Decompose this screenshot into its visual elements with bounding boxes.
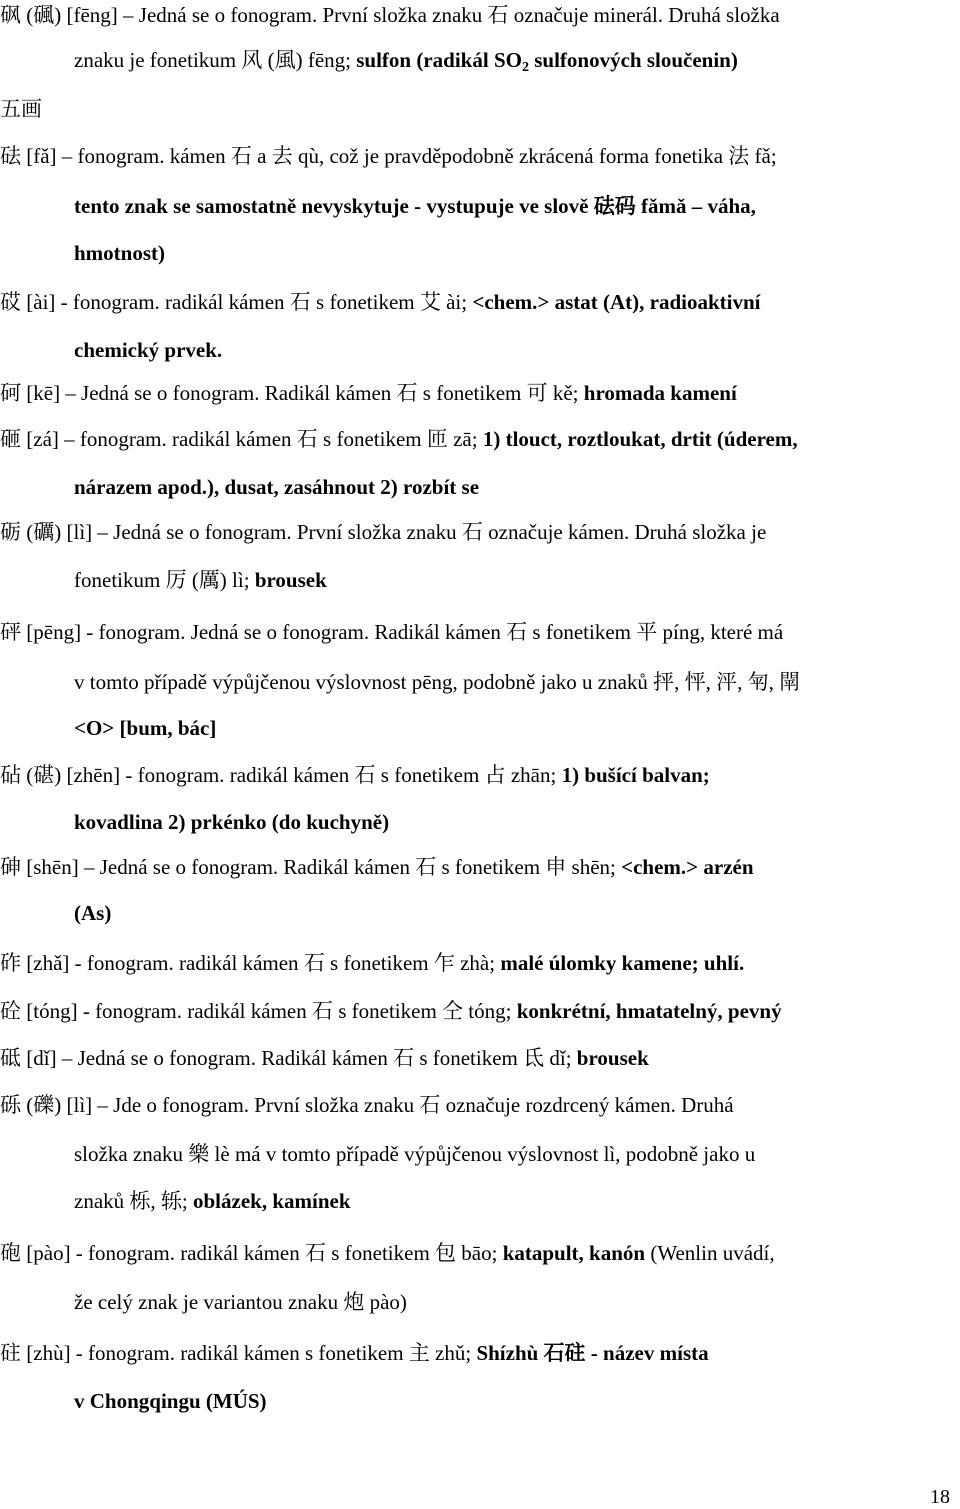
entry-line	[0, 289, 761, 315]
entry-line	[74, 669, 800, 695]
entry-line	[0, 1240, 775, 1266]
bold-text: nárazem apod.), dusat, zasáhnout 2) rozbít se	[74, 475, 480, 499]
bold-text: tento znak se samostatně nevyskytuje - vystupuje ve slově 砝码 fǎmǎ – váha,	[74, 194, 756, 218]
text-run: 砷 [shēn] – Jedná se o fonogram. Radikál kámen 石 s fonetikem 申 shēn;	[0, 855, 622, 879]
entry-line	[0, 619, 783, 645]
bold-text: 1) bušící balvan;	[561, 763, 710, 787]
bold-text: hromada kamení	[583, 381, 737, 405]
entry-line	[74, 47, 738, 81]
text-run: 砢 [kē] – Jedná se o fonogram. Radikál kámen 石 s fonetikem 可 kě;	[0, 381, 584, 405]
entry-line	[0, 762, 710, 788]
text-run: 砲 [pào] - fonogram. radikál kámen 石 s fonetikem 包 bāo;	[0, 1241, 503, 1265]
entry-line	[0, 2, 780, 28]
bold-text: sulfon (radikál SO	[356, 48, 522, 72]
text-run: 砫 [zhù] - fonogram. radikál kámen s fonetikem 主 zhǔ;	[0, 1341, 477, 1365]
bold-text: v Chongqingu (MÚS)	[74, 1389, 267, 1413]
text-run: 砜 (碸) [fēng] – Jedná se o fonogram. První složka znaku 石 označuje minerál. Druhá složka	[0, 3, 780, 27]
entry-line	[74, 567, 327, 593]
bold-text: brousek	[576, 1046, 649, 1070]
entry-line	[74, 193, 756, 219]
text-run: v tomto případě výpůjčenou výslovnost pēng, podobně jako u znaků 抨, 怦, 泙, 匉, 閛	[74, 670, 801, 694]
text-run: 砰 [pēng] - fonogram. Jedná se o fonogram. Radikál kámen 石 s fonetikem 平 píng, které má	[0, 620, 784, 644]
bold-text: kovadlina 2) prkénko (do kuchyně)	[74, 810, 390, 834]
entry-line	[74, 1289, 407, 1315]
text-run: 砸 [zá] – fonogram. radikál kámen 石 s fonetikem 匝 zā;	[0, 427, 483, 451]
entry-line	[0, 380, 737, 406]
entry-line	[0, 998, 782, 1024]
entry-line	[0, 854, 754, 880]
bold-text: oblázek, kamínek	[192, 1189, 351, 1213]
bold-text: 1) tlouct, roztloukat, drtit (úderem,	[482, 427, 798, 451]
text-run: že celý znak je variantou znaku 炮 pào)	[74, 1290, 407, 1314]
bold-text: malé úlomky kamene; uhlí.	[500, 951, 745, 975]
bold-text: hmotnost)	[74, 241, 166, 265]
bold-text: sulfonových sloučenin)	[528, 48, 738, 72]
entry-line	[74, 900, 111, 926]
text-run: 砧 (碪) [zhēn] - fonogram. radikál kámen 石 s fonetikem 占 zhān;	[0, 763, 562, 787]
text-run: znaku je fonetikum 风 (風) fēng;	[74, 48, 357, 72]
entry-line	[74, 1388, 267, 1414]
bold-text: 2	[521, 60, 529, 75]
bold-text: chemický prvek.	[74, 338, 223, 362]
text-run: 砺 (礪) [lì] – Jedná se o fonogram. První složka znaku 石 označuje kámen. Druhá složka je	[0, 520, 767, 544]
bold-text: brousek	[254, 568, 327, 592]
text-run: 砾 (礫) [lì] – Jde o fonogram. První složka znaku 石 označuje rozdrcený kámen. Druhá	[0, 1093, 734, 1117]
entry-line	[0, 426, 798, 452]
entry-line	[74, 715, 216, 741]
bold-text: katapult, kanón	[502, 1241, 646, 1265]
entry-line	[74, 474, 479, 500]
bold-text: (As)	[74, 901, 112, 925]
bold-text: <chem.> arzén	[621, 855, 754, 879]
bold-text: <chem.> astat (At), radioaktivní	[472, 290, 761, 314]
entry-line	[74, 1141, 755, 1167]
entry-line	[0, 1045, 649, 1071]
text-run: fonetikum 厉 (厲) lì;	[74, 568, 255, 592]
entry-line	[0, 1092, 734, 1118]
entry-line	[74, 240, 165, 266]
entry-line	[0, 143, 777, 169]
bold-text: konkrétní, hmatatelný, pevný	[516, 999, 782, 1023]
entry-line	[0, 1340, 709, 1366]
text-run: 砹 [ài] - fonogram. radikál kámen 石 s fonetikem 艾 ài;	[0, 290, 473, 314]
entry-line	[0, 950, 744, 976]
text-run: (Wenlin uvádí,	[645, 1241, 775, 1265]
text-run: 砼 [tóng] - fonogram. radikál kámen 石 s fonetikem 仝 tóng;	[0, 999, 517, 1023]
text-run: 五画	[0, 97, 42, 121]
entry-line	[74, 809, 389, 835]
bold-text: <O> [bum, bác]	[74, 716, 217, 740]
text-run: složka znaku 樂 lè má v tomto případě výpůjčenou výslovnost lì, podobně jako u	[74, 1142, 756, 1166]
entry-line	[74, 337, 222, 363]
text-run: 砟 [zhǎ] - fonogram. radikál kámen 石 s fonetikem 乍 zhà;	[0, 951, 501, 975]
bold-text: Shízhù 石砫 - název místa	[476, 1341, 709, 1365]
page-number: 18	[930, 1486, 950, 1508]
entry-line	[74, 1188, 351, 1214]
text-run: 砝 [fǎ] – fonogram. kámen 石 a 去 qù, což je pravděpodobně zkrácená forma fonetika 法 fǎ;	[0, 144, 777, 168]
entry-line	[0, 519, 766, 545]
text-run: znaků 栎, 轹;	[74, 1189, 193, 1213]
text-run: 砥 [dǐ] – Jedná se o fonogram. Radikál kámen 石 s fonetikem 氐 dǐ;	[0, 1046, 577, 1070]
entry-line	[0, 96, 42, 122]
